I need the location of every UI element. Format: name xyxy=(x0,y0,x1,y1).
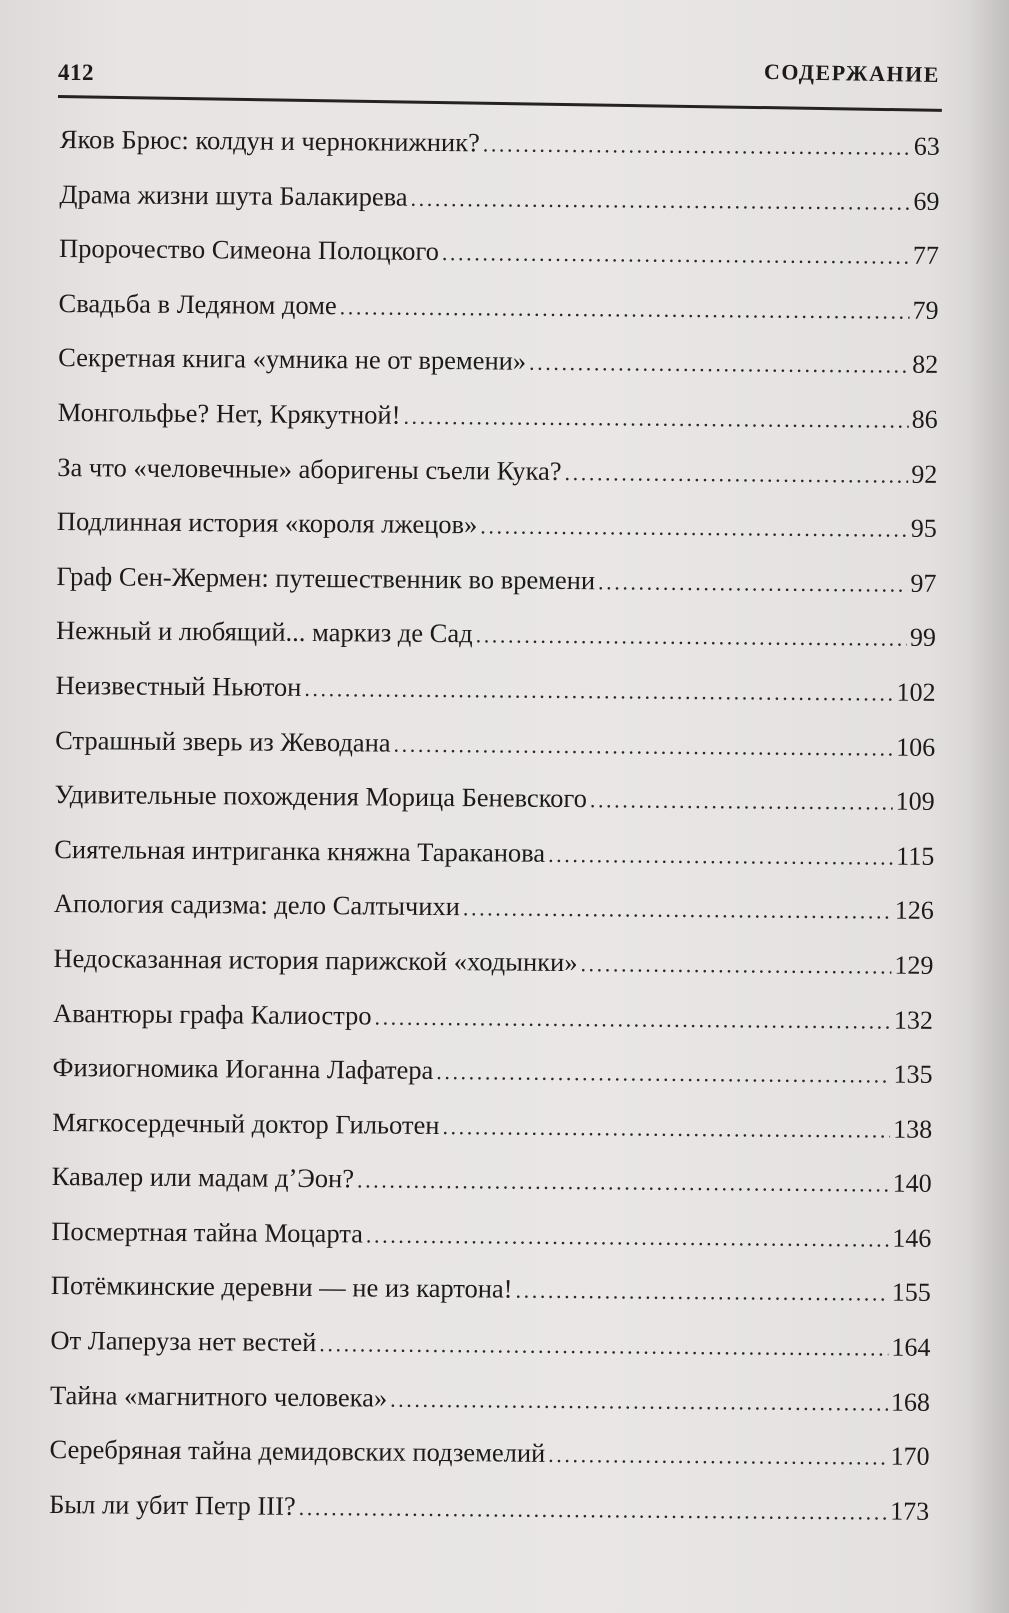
toc-entry-title: Удивительные похождения Морица Беневского xyxy=(54,779,588,814)
dot-leader xyxy=(366,1220,890,1254)
toc-entry-title: Тайна «магнитного человека» xyxy=(49,1379,388,1413)
toc-entry-title: Авантюры графа Калиостро xyxy=(52,997,372,1030)
dot-leader xyxy=(580,949,891,981)
toc-entry-page: 77 xyxy=(912,240,940,271)
toc-entry-title: Потёмкинские деревни — не из картона! xyxy=(50,1270,513,1305)
toc-entry-page: 140 xyxy=(892,1168,932,1199)
toc-entry-title: Драма жизни шута Балакирева xyxy=(59,178,408,212)
toc-entry-page: 135 xyxy=(893,1059,933,1089)
toc-entry-title: Свадьба в Ледяном доме xyxy=(58,287,337,320)
toc-entry-page: 86 xyxy=(911,404,938,434)
dot-leader xyxy=(548,840,893,873)
toc-entry-page: 92 xyxy=(911,459,938,489)
toc-entry-page: 79 xyxy=(912,295,939,325)
toc-entry xyxy=(52,1107,932,1169)
toc-entry-title: Страшный зверь из Жеводана xyxy=(55,724,391,758)
toc-entry-title: За что «человечные» аборигены съели Кука? xyxy=(57,451,562,486)
section-title: СОДЕРЖАНИЕ xyxy=(763,58,941,87)
toc-entry-page: 109 xyxy=(895,786,935,817)
toc-entry xyxy=(56,561,936,623)
toc-entry xyxy=(57,397,937,459)
toc-entry-title: Был ли убит Петр III? xyxy=(49,1488,296,1521)
toc-entry xyxy=(55,725,935,787)
toc-entry-title: Серебряная тайна демидовских подземелий xyxy=(49,1434,546,1469)
toc-entry xyxy=(57,506,937,568)
page-edge-shadow xyxy=(969,0,1009,1613)
dot-leader xyxy=(529,348,909,381)
toc-entry xyxy=(57,452,937,514)
toc-entry-title: Пророчество Симеона Полоцкого xyxy=(58,233,440,267)
toc-entry-page: 115 xyxy=(896,841,935,871)
running-header xyxy=(58,58,940,96)
toc-entry-page: 97 xyxy=(910,568,937,598)
toc-entry-page: 99 xyxy=(909,623,937,653)
dot-leader xyxy=(515,1276,889,1309)
toc-entry-page: 63 xyxy=(913,131,940,161)
toc-entry xyxy=(54,779,934,841)
dot-leader xyxy=(476,621,908,654)
toc-entry-title: Неизвестный Ньютон xyxy=(55,669,302,702)
toc-entry xyxy=(56,615,936,677)
dot-leader xyxy=(403,402,908,436)
toc-entry-page: 95 xyxy=(910,513,937,544)
dot-leader xyxy=(564,458,908,491)
dot-leader xyxy=(590,785,893,817)
dot-leader xyxy=(480,511,908,544)
dot-leader xyxy=(436,1057,890,1091)
toc-entry xyxy=(49,1489,929,1551)
table-of-contents xyxy=(49,124,940,1550)
toc-entry-page: 138 xyxy=(893,1114,933,1144)
toc-entry xyxy=(52,1052,932,1114)
toc-entry-page: 102 xyxy=(896,677,936,707)
dot-leader xyxy=(410,183,910,217)
dot-leader xyxy=(442,238,910,272)
toc-entry-page: 173 xyxy=(890,1496,930,1526)
dot-leader xyxy=(299,1493,888,1528)
toc-entry-title: Сиятельная интриганка княжна Тараканова xyxy=(54,833,546,868)
toc-entry-page: 82 xyxy=(912,350,939,380)
toc-entry xyxy=(60,124,940,186)
toc-entry-title: Подлинная история «короля лжецов» xyxy=(56,506,478,540)
toc-entry-title: Кавалер или мадам д’Эон? xyxy=(51,1161,355,1194)
toc-entry-title: Граф Сен-Жермен: путешественник во времени xyxy=(56,560,596,595)
toc-entry xyxy=(53,997,933,1059)
dot-leader xyxy=(390,1384,888,1418)
toc-entry-page: 170 xyxy=(890,1441,930,1472)
dot-leader xyxy=(357,1166,890,1200)
dot-leader xyxy=(319,1329,888,1363)
toc-entry-title: Посмертная тайна Моцарта xyxy=(51,1215,364,1249)
toc-entry-title: Яков Брюс: колдун и чернокнижник? xyxy=(59,124,480,158)
toc-entry-page: 126 xyxy=(894,895,934,926)
dot-leader xyxy=(598,567,908,599)
dot-leader xyxy=(548,1440,888,1473)
toc-entry xyxy=(53,943,933,1005)
dot-leader xyxy=(442,1112,890,1146)
toc-entry-page: 106 xyxy=(896,732,936,762)
toc-entry xyxy=(50,1325,930,1387)
toc-entry-title: Нежный и любящий... маркиз де Сад xyxy=(55,615,473,649)
dot-leader xyxy=(393,729,893,763)
toc-entry-page: 164 xyxy=(891,1332,931,1362)
toc-entry-title: Физиогномика Иоганна Лафатера xyxy=(52,1052,434,1086)
toc-entry-page: 146 xyxy=(892,1223,932,1253)
toc-entry xyxy=(50,1380,930,1442)
dot-leader xyxy=(374,1002,891,1036)
toc-entry-title: Мягкосердечный доктор Гильотен xyxy=(52,1106,440,1140)
toc-entry xyxy=(51,1216,931,1278)
dot-leader xyxy=(463,894,892,927)
toc-entry-page: 129 xyxy=(894,950,934,980)
toc-entry-title: От Лаперуза нет вестей xyxy=(50,1325,317,1358)
toc-entry xyxy=(51,1270,931,1332)
dot-leader xyxy=(304,674,893,709)
header-rule xyxy=(58,95,942,112)
dot-leader xyxy=(483,129,911,162)
toc-entry xyxy=(54,834,934,896)
toc-entry-page: 132 xyxy=(893,1005,934,1035)
dot-leader xyxy=(340,292,910,326)
toc-entry-page: 69 xyxy=(913,186,940,216)
toc-entry xyxy=(59,233,939,295)
toc-entry xyxy=(49,1434,929,1496)
toc-entry-page: 155 xyxy=(891,1278,931,1308)
toc-entry xyxy=(51,1161,931,1223)
toc-entry xyxy=(54,888,934,950)
toc-entry-title: Недосказанная история парижской «ходынки» xyxy=(53,942,578,977)
toc-entry xyxy=(55,670,935,732)
toc-entry-title: Секретная книга «умника не от времени» xyxy=(58,342,527,377)
toc-entry-title: Апология садизма: дело Салтычихи xyxy=(53,888,461,922)
page-number: 412 xyxy=(58,60,94,85)
toc-entry xyxy=(58,288,938,350)
toc-entry-page: 168 xyxy=(890,1387,931,1417)
toc-entry xyxy=(59,179,939,241)
toc-entry-title: Монгольфье? Нет, Крякутной! xyxy=(57,396,401,430)
toc-entry xyxy=(58,342,938,404)
